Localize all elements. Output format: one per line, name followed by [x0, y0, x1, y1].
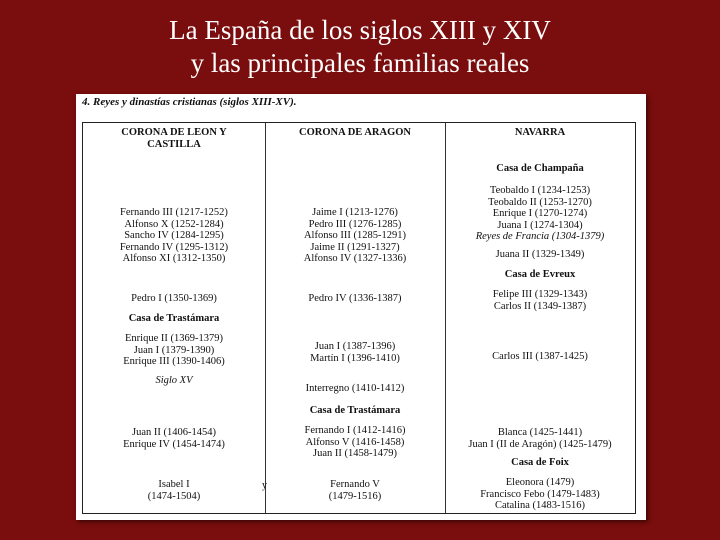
interregnum-label: Interregno (1410-1412)	[305, 383, 405, 394]
conjunction-y: y	[262, 480, 267, 491]
group-navarra-kings-6	[445, 477, 635, 512]
king-entry: Carlos II (1349-1387)	[493, 300, 587, 312]
king-entry: Enrique III (1390-1406)	[123, 356, 225, 367]
king-entry: Alfonso XI (1312-1350)	[122, 253, 226, 264]
group-aragon-kings-3	[265, 341, 445, 364]
house-label: Casa de Trastámara	[309, 405, 401, 416]
king-entry: Fernando I (1412-1416)	[304, 425, 406, 436]
king-entry: Juan I (1387-1396)	[314, 341, 396, 352]
column-header-aragon: CORONA DE ARAGON	[298, 127, 411, 138]
king-entry: Teobaldo II (1253-1270)	[488, 196, 592, 208]
king-entry: Jaime I (1213-1276)	[312, 207, 398, 218]
king-entry: Reyes de Francia (1304-1379)	[475, 231, 605, 242]
slide-title-line-2: y las principales familias reales	[190, 48, 530, 78]
king-entry: Juan II (1458-1479)	[313, 448, 397, 459]
king-entry: Enrique IV (1454-1474)	[123, 438, 225, 450]
group-castilla-kings-5	[83, 479, 265, 502]
group-navarra-kings-4	[445, 351, 635, 363]
king-entry: Pedro I (1350-1369)	[131, 293, 217, 304]
king-entry: Eleonora (1479)	[505, 477, 575, 488]
king-entry: Juana II (1329-1349)	[495, 249, 585, 260]
king-entry: Alfonso V (1416-1458)	[305, 436, 405, 448]
slide-title-line-1: La España de los siglos XIII y XIV	[169, 15, 551, 45]
column-navarra	[445, 123, 635, 513]
king-entry: Alfonso X (1252-1284)	[124, 218, 224, 230]
king-entry: Juan I (1379-1390)	[133, 344, 215, 356]
king-entry: Jaime II (1291-1327)	[310, 241, 400, 253]
slide-title	[0, 14, 720, 80]
king-entry: Blanca (1425-1441)	[497, 427, 583, 438]
group-navarra-kings-3	[445, 289, 635, 312]
king-entry: Alfonso IV (1327-1336)	[303, 253, 407, 264]
group-navarra-kings-1	[445, 185, 635, 243]
group-castilla-kings-2	[83, 293, 265, 305]
group-aragon-kings-4	[265, 425, 445, 460]
king-entry: Felipe III (1329-1343)	[492, 289, 588, 300]
king-entry: Martín I (1396-1410)	[310, 352, 400, 364]
group-navarra-kings-5	[445, 427, 635, 450]
group-aragon-kings-1	[265, 207, 445, 265]
dynasty-table	[82, 122, 636, 514]
group-castilla-kings-3	[83, 333, 265, 368]
document-heading: 4. Reyes y dinastías cristianas (siglos XIII-XV).	[82, 96, 297, 108]
house-label: Casa de Trastámara	[128, 313, 220, 324]
king-entry: Alfonso III (1285-1291)	[303, 230, 407, 241]
century-label: Siglo XV	[155, 375, 193, 386]
king-entry: Catalina (1483-1516)	[494, 500, 586, 511]
king-entry: Fernando III (1217-1252)	[120, 207, 228, 218]
king-entry: Fernando V	[330, 479, 380, 490]
house-label: Casa de Champaña	[496, 163, 584, 174]
king-entry: (1479-1516)	[328, 490, 382, 502]
scanned-document	[76, 94, 646, 520]
column-castilla	[83, 123, 265, 513]
group-castilla-kings-4	[83, 427, 265, 450]
king-entry: Fernando IV (1295-1312)	[119, 241, 229, 253]
column-header-castilla: CORONA DE LEON Y CASTILLA	[121, 127, 227, 150]
king-entry: Pedro III (1276-1285)	[308, 218, 402, 230]
king-entry: Sancho IV (1284-1295)	[124, 230, 224, 241]
king-entry: Francisco Febo (1479-1483)	[480, 488, 600, 500]
king-entry: Pedro IV (1336-1387)	[308, 293, 402, 304]
king-entry: Enrique I (1270-1274)	[492, 208, 588, 219]
king-entry: (1474-1504)	[147, 490, 201, 502]
king-entry: Juan II (1406-1454)	[132, 427, 216, 438]
group-navarra-kings-2	[445, 249, 635, 261]
king-entry: Juan I (II de Aragón) (1425-1479)	[468, 438, 612, 450]
group-aragon-kings-2	[265, 293, 445, 305]
king-entry: Teobaldo I (1234-1253)	[489, 185, 591, 196]
house-label: Casa de Evreux	[504, 269, 576, 280]
king-entry: Juana I (1274-1304)	[497, 219, 583, 231]
column-header-navarra: NAVARRA	[514, 127, 566, 138]
house-label: Casa de Foix	[511, 457, 569, 468]
group-castilla-kings-1	[83, 207, 265, 265]
group-aragon-kings-5	[265, 479, 445, 502]
king-entry: Carlos III (1387-1425)	[492, 351, 588, 362]
column-aragon	[265, 123, 445, 513]
king-entry: Enrique II (1369-1379)	[125, 333, 223, 344]
king-entry: Isabel I	[158, 479, 190, 490]
